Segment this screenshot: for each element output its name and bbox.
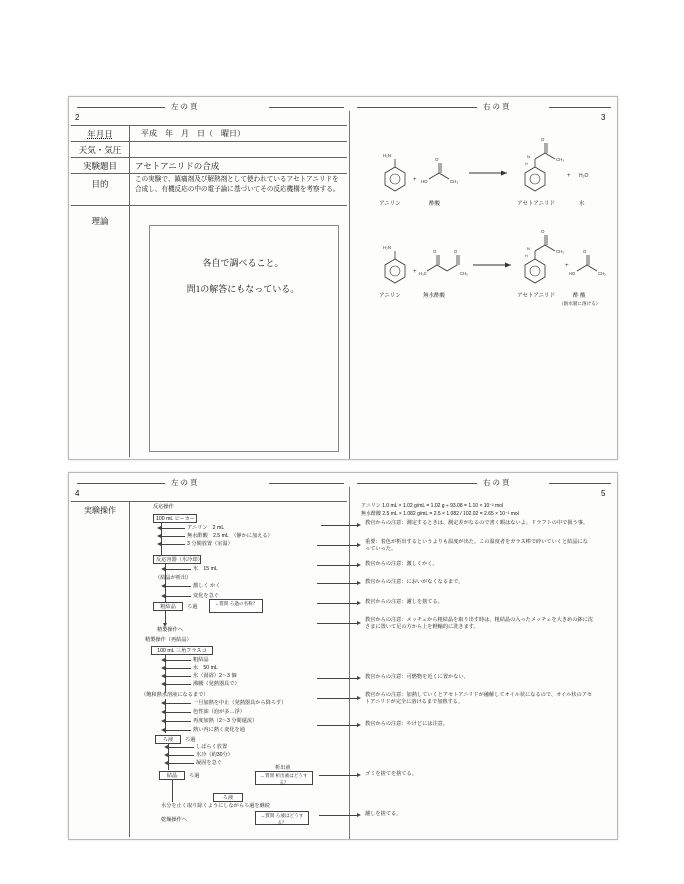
row-label-title: 実験題目: [82, 161, 117, 171]
leader-arrow: [357, 696, 361, 700]
flow2-step-8: 再度加熱（2〜3 分間還流）: [193, 718, 258, 724]
flow2-note-sat: （飽和熱水溶液になるまで）: [141, 692, 209, 698]
svg-text:H₂N: H₂N: [383, 153, 392, 158]
flow-connector: [168, 747, 194, 748]
flow1-step-7: 激しく かく: [193, 583, 221, 589]
leader-line: [319, 775, 357, 776]
flow-connector: [161, 544, 185, 545]
flow1-step-3: 無水酢酸 2.5 mL （静かに加える）: [187, 533, 273, 539]
flow1-step-6: 氷 15 mL: [193, 566, 218, 572]
svg-text:CH₃: CH₃: [556, 249, 565, 254]
svg-text:N: N: [527, 154, 530, 159]
reaction-scheme-2: [361, 219, 609, 329]
svg-text:O: O: [541, 229, 545, 234]
flow2-filter-label: ろ過: [185, 737, 196, 743]
flow-arrow: [157, 534, 161, 538]
scheme1-product1-label: アセトアニリド: [517, 201, 556, 207]
leader-line: [317, 545, 357, 546]
flow-connector: [161, 536, 185, 537]
flow-arrow: [161, 710, 165, 714]
svg-text:+: +: [567, 173, 571, 179]
header-rule: [269, 483, 344, 484]
rule: [129, 125, 130, 457]
row-label-date: 年月日: [87, 129, 113, 139]
svg-text:+: +: [413, 177, 417, 183]
flow2-filtrate: ろ液: [155, 735, 181, 744]
flow-arrow: [161, 674, 165, 678]
row-value-purpose: この実験で、鎮痛剤及び解熱剤として使われているアセトアニリドを合成し、有機反応の中の電子論に基づいてその反応機構を考察する。: [135, 176, 340, 193]
flow-connector: [165, 569, 191, 570]
flow-connector: [165, 660, 191, 661]
right-note-10: ゴミを捨てを捨てる。: [365, 771, 417, 777]
flow-arrow: [161, 594, 165, 598]
leader-arrow: [357, 601, 361, 605]
flow2-filter-label-2: ろ過: [189, 773, 200, 779]
page-divider: [349, 111, 350, 459]
row-label-procedure: 実験操作: [84, 506, 116, 515]
page-number-right-2: 5: [601, 489, 606, 498]
svg-text:H₃C: H₃C: [419, 271, 427, 276]
leader-line: [317, 725, 357, 726]
flow2-title: 精製操作（再結晶）: [145, 637, 192, 643]
header-rule: [269, 107, 344, 108]
right-note-3: 教官からの注意：激しくかく。: [365, 561, 438, 567]
flow-arrow: [157, 526, 161, 530]
svg-text:H: H: [525, 162, 528, 166]
leader-arrow: [357, 723, 361, 727]
flow2-step-4: 氷（湯浴）2〜3 個: [193, 673, 237, 679]
calc-line-1: アニリン 1.0 mL × 1.02 g/mL = 1.02 g ÷ 93.08 = 1.10 × 10⁻² mol: [361, 503, 504, 509]
leader-arrow: [357, 773, 361, 777]
leader-line: [317, 565, 357, 566]
flow2-step-2: 粗結晶: [193, 657, 209, 663]
flow-connector: [165, 668, 191, 669]
leader-line: [317, 623, 357, 624]
flow-arrow: [157, 542, 161, 546]
rule: [71, 141, 347, 142]
svg-text:H₂O: H₂O: [579, 173, 589, 179]
leader-line: [319, 815, 357, 816]
flow-connector: [168, 763, 194, 764]
svg-text:H: H: [525, 254, 528, 258]
flow-arrow: [161, 658, 165, 662]
flow-connector: [165, 703, 191, 704]
scheme2-product2-note: （熱水層に溶ける）: [559, 301, 601, 306]
scheme1-product2-label: 水: [579, 201, 585, 207]
header-left-label-2: 左の頁: [165, 477, 206, 488]
svg-text:HO: HO: [569, 271, 576, 276]
flow1-step-4: 3 分間放置（室温）: [187, 541, 233, 547]
scheme-2-svg: [361, 219, 609, 323]
flow2-step-6: 一旦加熱を中止（発熱器具から降ろす）: [193, 700, 287, 706]
page-divider-2: [349, 487, 350, 839]
notebook-sheet-lower: [68, 472, 618, 840]
leader-line: [321, 525, 357, 526]
leader-line: [317, 698, 357, 699]
flow-connector: [172, 780, 173, 802]
rule: [71, 173, 347, 174]
leader-arrow: [357, 523, 361, 527]
rule: [71, 501, 347, 502]
flow1-title: 反応操作: [153, 504, 174, 510]
svg-text:CH₃: CH₃: [450, 179, 459, 184]
leader-arrow: [357, 543, 361, 547]
right-note-7: 教官からの注意：可燃物を近くに置かない。: [365, 674, 469, 680]
svg-text:CH₃: CH₃: [556, 157, 565, 162]
flow-connector: [165, 699, 166, 733]
flow2-question-2-text: ←質問 ろ液はどうする？: [260, 813, 304, 825]
leader-arrow: [357, 813, 361, 817]
right-note-1: 教官からの注意：測定するときは、測定差がなるので書く暇はないよ。ドラフトの中で扱う事。: [365, 520, 589, 526]
flow2-question-1-text: ←質問 析出液はどうする？: [260, 773, 308, 785]
flow1-step-9: 粗結晶: [153, 602, 183, 611]
flow1-step-8: 変化を急ぐ: [193, 593, 219, 599]
svg-text:O: O: [454, 249, 458, 254]
flow-arrow: [161, 666, 165, 670]
flow-connector: [161, 528, 185, 529]
rule: [71, 157, 347, 158]
flow2-step-3: 水 50 mL: [193, 665, 218, 671]
header-rule: [549, 483, 611, 484]
header-rule: [549, 107, 611, 108]
right-note-6: 教官からの注意：メッチェから粗結晶を取り出す時は、粗結晶の入ったメッチェを大きめの鉢に沈さまに置いて足の方から上を軽輸的に洗きます。: [365, 617, 593, 631]
row-label-theory: 理論: [91, 216, 109, 226]
flow1-step-2: アニリン 2 mL: [187, 525, 225, 531]
svg-text:O: O: [433, 249, 437, 254]
flow-arrow: [164, 761, 168, 765]
flow2-step-14: 凝固を急ぐ: [196, 760, 222, 766]
scheme-1-svg: [361, 127, 609, 227]
flow1-note-crystal: （結晶が析出）: [155, 575, 192, 581]
flow-arrow: [161, 728, 165, 732]
header-rule: [357, 483, 477, 484]
rule: [71, 125, 347, 126]
flow-connector: [165, 730, 191, 731]
flow2-step-1: 100 mL 三角フラスコ: [151, 646, 213, 655]
flow-arrow: [161, 682, 165, 686]
flow-arrow: [164, 745, 168, 749]
theory-line-2: 問1の解答にもなっている。: [186, 284, 300, 294]
right-note-9: 教官からの注意：やけどには注意。: [365, 721, 449, 727]
scheme2-reactant1-label: アニリン: [379, 293, 401, 299]
right-note-8: 教官からの注意：加熱していくとアセトアニリドが融解してオイル状になるので、オイル状のアセトアニリドが完全に溶けるまで加熱する。: [365, 692, 593, 706]
reaction-scheme-1: [361, 127, 609, 227]
row-value-date: 平成 年 月 日（ 曜日）: [141, 129, 245, 138]
svg-text:+: +: [413, 269, 417, 275]
scheme1-reactant2-label: 酢酸: [429, 201, 441, 207]
header-rule: [77, 107, 165, 108]
flow-connector: [165, 676, 191, 677]
flow-arrow: [164, 753, 168, 757]
header-rule: [357, 107, 477, 108]
svg-text:+: +: [565, 263, 569, 269]
scheme2-product1-label: アセトアニリド: [517, 293, 556, 299]
notebook-sheet-upper: [68, 96, 618, 460]
flow2-step-12: しばらく放置: [196, 744, 228, 750]
flow2-question-box-1: [255, 771, 313, 785]
svg-text:N: N: [527, 246, 530, 251]
flow1-question-box: [209, 599, 263, 613]
svg-text:H₂N: H₂N: [383, 245, 392, 250]
leader-line: [317, 583, 357, 584]
flow2-step-5: 沸騰（発熱器具で）: [193, 681, 240, 687]
page-number-left-2: 4: [75, 489, 80, 498]
scheme2-product2-label: 酢 酸: [573, 293, 586, 299]
leader-arrow: [357, 621, 361, 625]
flow2-q1-label: 析出液: [275, 765, 291, 771]
leader-line: [317, 603, 357, 604]
flow2-step-20: 乾燥操作へ: [161, 817, 187, 823]
flow2-step-9: 熱い内に熱く変化を通: [193, 727, 245, 733]
flow-arrow: [161, 567, 165, 571]
rule: [71, 205, 347, 206]
leader-arrow: [357, 676, 361, 680]
theory-line-1: 各自で調べること。: [202, 258, 284, 268]
leader-line: [317, 678, 357, 679]
page-number-left: 2: [75, 113, 80, 122]
flow1-question-text: ←質問 ろ過の名称？: [214, 601, 258, 606]
header-right-label: 右の頁: [477, 101, 518, 112]
flow2-filtrate-2: ろ液: [213, 793, 243, 802]
svg-text:O: O: [541, 137, 545, 142]
flow1-step-1: 100 mL ビーカー: [153, 514, 197, 523]
flow-connector: [165, 712, 191, 713]
header-rule: [77, 483, 165, 484]
calc-line-2: 無水酢酸 2.5 mL × 1.082 g/mL = 2.5 × 1.082 / 102.02 = 2.65 × 10⁻² mol: [361, 511, 519, 517]
flow-connector: [165, 596, 191, 597]
header-left-label: 左の頁: [165, 101, 206, 112]
leader-arrow: [357, 563, 361, 567]
flow-connector: [165, 586, 191, 587]
flow-arrow: [161, 584, 165, 588]
flow2-crystal: 結晶: [159, 771, 185, 780]
svg-text:HO: HO: [421, 179, 428, 184]
flow-arrow: [161, 719, 165, 723]
svg-text:CH₃: CH₃: [598, 271, 606, 276]
flow-arrow: [161, 701, 165, 705]
right-note-5: 教官からの注意：濾しを捨てる。: [365, 599, 443, 605]
flow-connector: [165, 684, 191, 685]
flow-connector: [165, 721, 191, 722]
right-note-11: 濾しを捨てる。: [365, 811, 402, 817]
page-number-right: 3: [601, 113, 606, 122]
svg-text:O: O: [435, 157, 439, 162]
row-value-title: アセトアニリドの合成: [135, 161, 220, 171]
right-note-2: 重要：着色が析出するというよりも温度が出た。この温度者をガラス棒で砕いていくと結晶になっていった。: [365, 539, 588, 553]
flow2-step-7: 色性油（泡が多…浮）: [193, 709, 245, 715]
svg-text:O: O: [583, 249, 587, 254]
flow-connector: [168, 755, 194, 756]
rule: [129, 501, 130, 837]
scheme1-reactant1-label: アニリン: [379, 201, 401, 207]
flow1-step-10: ろ過: [187, 604, 198, 610]
flow1-step-11: 精製操作へ: [157, 627, 183, 633]
scheme2-reactant2-label: 無水酢酸: [423, 293, 446, 299]
header-right-label-2: 右の頁: [477, 477, 518, 488]
leader-arrow: [357, 581, 361, 585]
right-note-4: 教官からの注意：においがなくなるまで。: [365, 579, 464, 585]
flow1-step-5: 反応容器（氷冷却）: [153, 555, 201, 564]
row-label-purpose: 目的: [91, 179, 109, 189]
flow2-step-13: 氷冷（約30分）: [196, 752, 233, 758]
flow2-step-19: 水分を止く取り除くようにしながらろ過を継続: [161, 803, 270, 809]
flow2-question-box-2: [255, 811, 309, 825]
row-label-weather: 天気・気圧: [78, 145, 122, 155]
svg-text:CH₃: CH₃: [460, 271, 468, 276]
